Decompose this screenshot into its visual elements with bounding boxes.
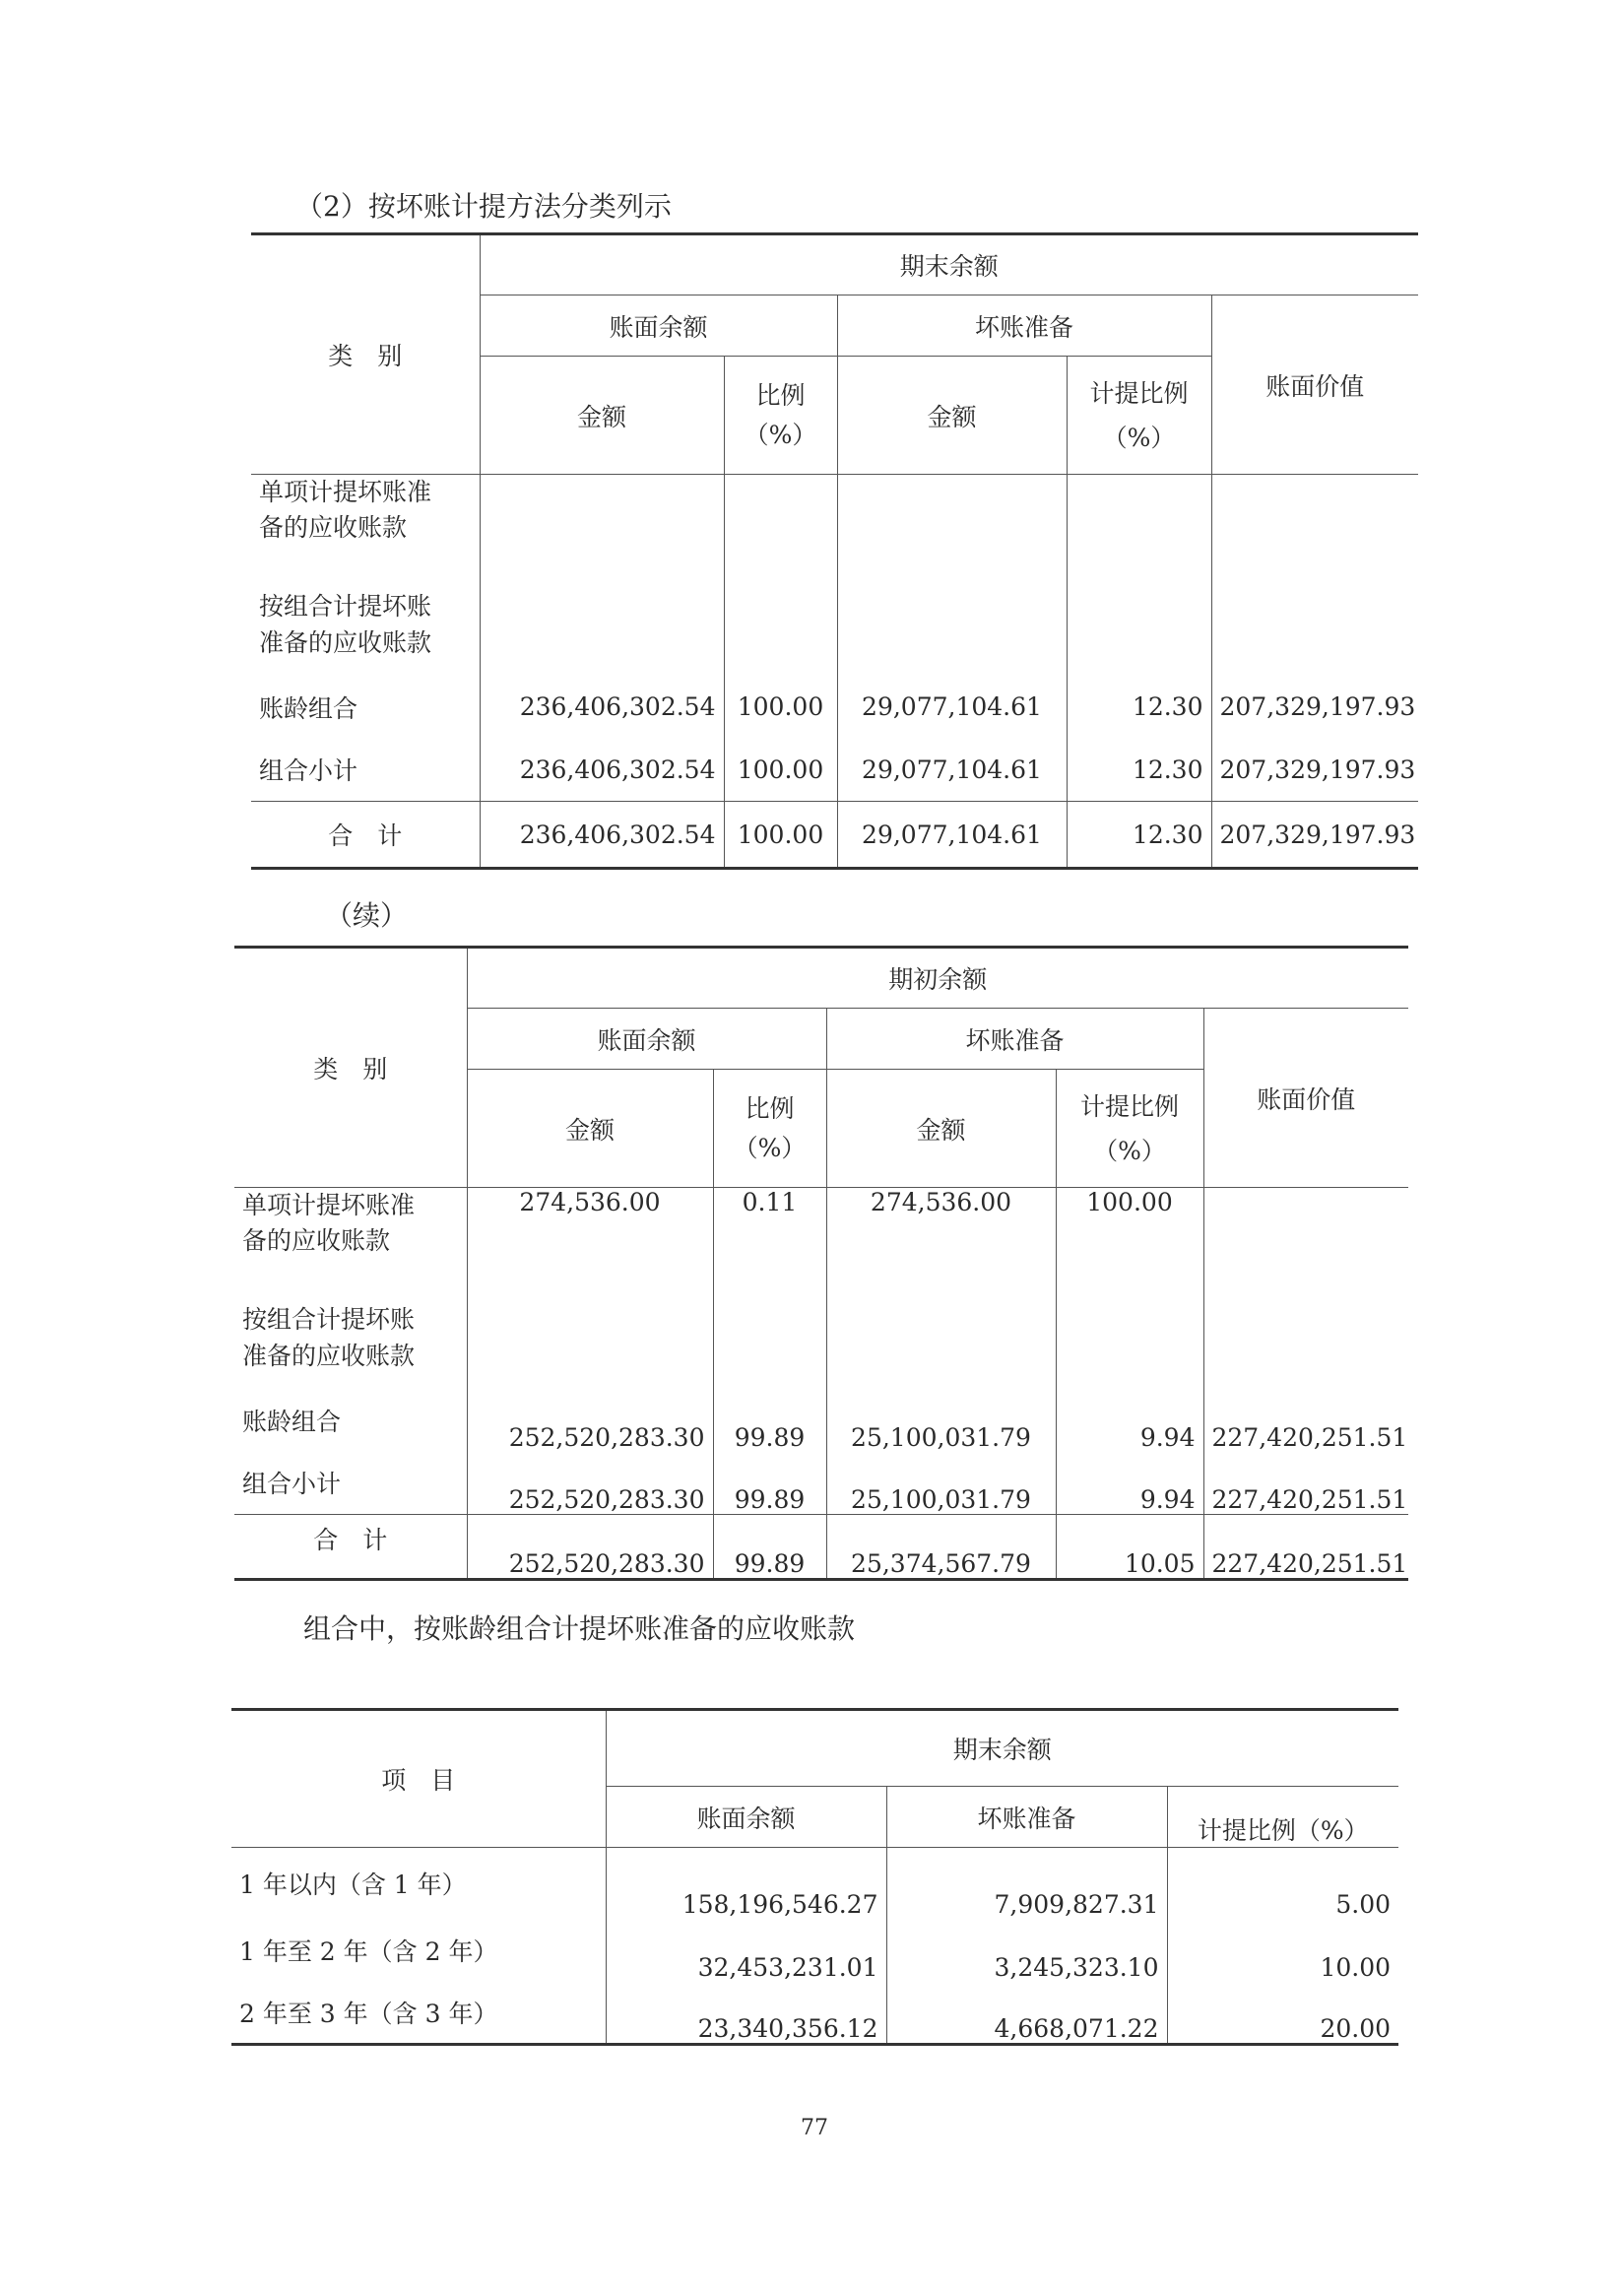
table-row: 单项计提坏账准 备的应收账款 bbox=[251, 475, 1418, 575]
table-row: 账龄组合 252,520,283.30 99.89 25,100,031.79 9.94 227,420,251.51 bbox=[234, 1389, 1408, 1452]
header-book-balance: 账面余额 bbox=[467, 1009, 826, 1070]
total-row: 合 计 236,406,302.54 100.00 29,077,104.61 12.30 207,329,197.93 bbox=[251, 802, 1418, 869]
header-ratio: 比例 （%） bbox=[713, 1070, 826, 1188]
header-category: 类 别 bbox=[251, 234, 480, 475]
header-amount: 金额 bbox=[480, 357, 724, 475]
header-bad-debt-amount: 金额 bbox=[837, 357, 1067, 475]
header-bad-debt: 坏账准备 bbox=[826, 1009, 1203, 1070]
table-aging bbox=[231, 1708, 1398, 2046]
header-bad-debt: 坏账准备 bbox=[886, 1787, 1167, 1848]
table-row: 1 年以内（含 1 年） 158,196,546.27 7,909,827.31 5.00 bbox=[231, 1848, 1398, 1919]
header-book-balance: 账面余额 bbox=[480, 295, 837, 357]
aging-title: 组合中，按账龄组合计提坏账准备的应收账款 bbox=[303, 1612, 856, 1645]
header-provision-ratio: 计提比例 （%） bbox=[1067, 357, 1211, 475]
table-period-end bbox=[251, 232, 1418, 870]
header-period: 期初余额 bbox=[467, 948, 1408, 1009]
page-number: 77 bbox=[801, 2116, 828, 2140]
header-amount: 金额 bbox=[467, 1070, 713, 1188]
table-row: 按组合计提坏账 准备的应收账款 bbox=[234, 1288, 1408, 1389]
table-row: 组合小计 236,406,302.54 100.00 29,077,104.61 12.30 207,329,197.93 bbox=[251, 739, 1418, 802]
table-row: 1 年至 2 年（含 2 年） 32,453,231.01 3,245,323.10 10.00 bbox=[231, 1919, 1398, 1982]
total-row: 合 计 252,520,283.30 99.89 25,374,567.79 10.05 227,420,251.51 bbox=[234, 1515, 1408, 1580]
table-row: 按组合计提坏账 准备的应收账款 bbox=[251, 575, 1418, 676]
section-title: （2）按坏账计提方法分类列示 bbox=[295, 190, 672, 223]
header-period: 期末余额 bbox=[480, 234, 1418, 295]
header-book-balance: 账面余额 bbox=[606, 1787, 886, 1848]
header-provision-ratio: 计提比例（%） bbox=[1167, 1787, 1398, 1848]
table-period-begin bbox=[234, 946, 1408, 1581]
table-row: 组合小计 252,520,283.30 99.89 25,100,031.79 9.94 227,420,251.51 bbox=[234, 1452, 1408, 1515]
continued-label: （续） bbox=[325, 899, 409, 932]
header-bad-debt-amount: 金额 bbox=[826, 1070, 1056, 1188]
header-category: 类 别 bbox=[234, 948, 467, 1188]
table-row: 单项计提坏账准 备的应收账款 274,536.00 0.11 274,536.00 100.00 bbox=[234, 1188, 1408, 1288]
header-book-value: 账面价值 bbox=[1211, 295, 1418, 475]
header-bad-debt: 坏账准备 bbox=[837, 295, 1211, 357]
header-ratio: 比例 （%） bbox=[724, 357, 837, 475]
header-item: 项 目 bbox=[231, 1710, 606, 1848]
header-book-value: 账面价值 bbox=[1203, 1009, 1408, 1188]
table-row: 账龄组合 236,406,302.54 100.00 29,077,104.61 12.30 207,329,197.93 bbox=[251, 676, 1418, 739]
table-row: 2 年至 3 年（含 3 年） 23,340,356.12 4,668,071.22 20.00 bbox=[231, 1982, 1398, 2045]
header-provision-ratio: 计提比例 （%） bbox=[1056, 1070, 1203, 1188]
header-period: 期末余额 bbox=[606, 1710, 1398, 1787]
